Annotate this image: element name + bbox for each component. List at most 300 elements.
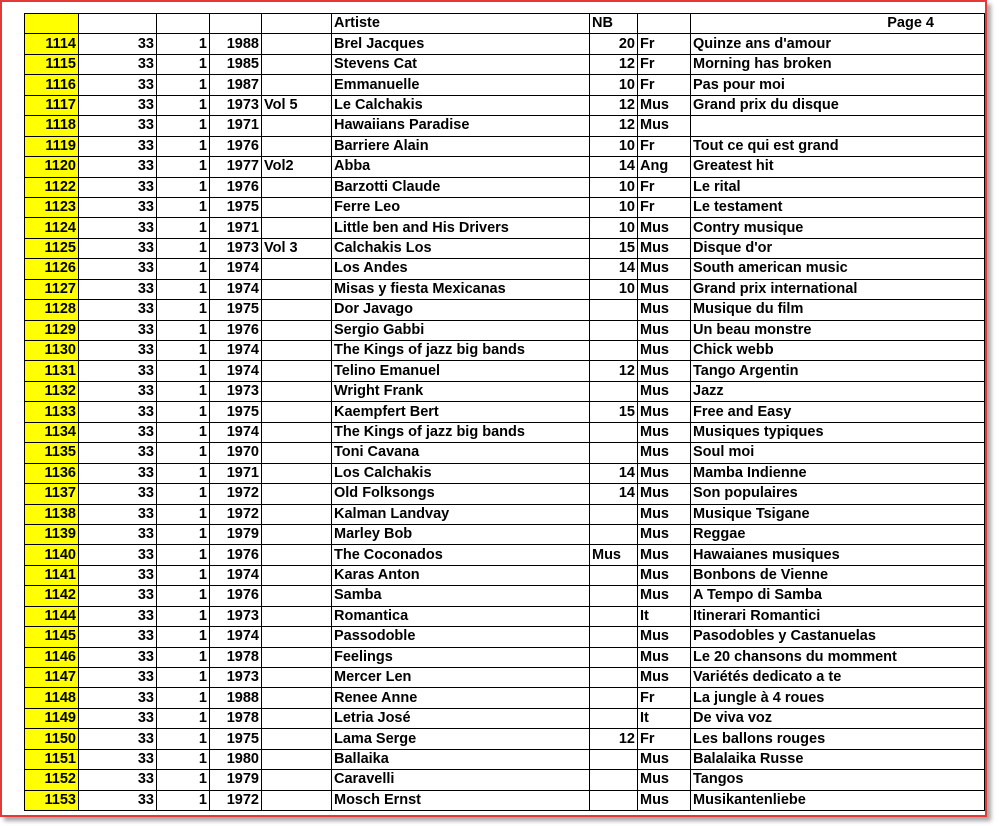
lang-cell[interactable]: Mus bbox=[638, 545, 691, 565]
artist-cell[interactable]: Calchakis Los bbox=[332, 238, 590, 258]
title-cell[interactable]: Variétés dedicato a te bbox=[691, 668, 985, 688]
vol-cell[interactable] bbox=[262, 524, 332, 544]
lang-cell[interactable]: Mus bbox=[638, 279, 691, 299]
year-cell[interactable]: 1975 bbox=[210, 197, 262, 217]
title-cell[interactable]: Pas pour moi bbox=[691, 75, 985, 95]
rpm-cell[interactable]: 33 bbox=[79, 627, 157, 647]
nb-cell[interactable]: 12 bbox=[590, 729, 638, 749]
lang-cell[interactable]: Mus bbox=[638, 320, 691, 340]
rpm-cell[interactable]: 33 bbox=[79, 157, 157, 177]
qty-cell[interactable]: 1 bbox=[157, 279, 210, 299]
nb-cell[interactable] bbox=[590, 688, 638, 708]
year-cell[interactable]: 1974 bbox=[210, 627, 262, 647]
nb-cell[interactable] bbox=[590, 320, 638, 340]
qty-cell[interactable]: 1 bbox=[157, 504, 210, 524]
title-cell[interactable]: Itinerari Romantici bbox=[691, 606, 985, 626]
vol-cell[interactable] bbox=[262, 627, 332, 647]
artist-cell[interactable]: Los Calchakis bbox=[332, 463, 590, 483]
lang-cell[interactable]: It bbox=[638, 708, 691, 728]
year-cell[interactable]: 1975 bbox=[210, 729, 262, 749]
header-qty-cell[interactable] bbox=[157, 14, 210, 34]
id-cell[interactable]: 1127 bbox=[25, 279, 79, 299]
year-cell[interactable]: 1988 bbox=[210, 34, 262, 54]
rpm-cell[interactable]: 33 bbox=[79, 341, 157, 361]
vol-cell[interactable] bbox=[262, 688, 332, 708]
rpm-cell[interactable]: 33 bbox=[79, 790, 157, 810]
id-cell[interactable]: 1125 bbox=[25, 238, 79, 258]
nb-cell[interactable]: 15 bbox=[590, 238, 638, 258]
year-cell[interactable]: 1974 bbox=[210, 259, 262, 279]
title-cell[interactable]: Son populaires bbox=[691, 484, 985, 504]
lang-cell[interactable]: Mus bbox=[638, 422, 691, 442]
qty-cell[interactable]: 1 bbox=[157, 197, 210, 217]
nb-cell[interactable] bbox=[590, 770, 638, 790]
lang-cell[interactable]: Mus bbox=[638, 565, 691, 585]
id-cell[interactable]: 1133 bbox=[25, 402, 79, 422]
artist-cell[interactable]: Ballaika bbox=[332, 749, 590, 769]
vol-cell[interactable] bbox=[262, 504, 332, 524]
artist-cell[interactable]: Abba bbox=[332, 157, 590, 177]
year-cell[interactable]: 1976 bbox=[210, 545, 262, 565]
title-cell[interactable]: Contry musique bbox=[691, 218, 985, 238]
id-cell[interactable]: 1132 bbox=[25, 381, 79, 401]
id-cell[interactable]: 1145 bbox=[25, 627, 79, 647]
lang-cell[interactable]: Mus bbox=[638, 463, 691, 483]
title-cell[interactable]: Disque d'or bbox=[691, 238, 985, 258]
year-cell[interactable]: 1971 bbox=[210, 218, 262, 238]
vol-cell[interactable] bbox=[262, 545, 332, 565]
artist-cell[interactable]: Passodoble bbox=[332, 627, 590, 647]
year-cell[interactable]: 1974 bbox=[210, 361, 262, 381]
title-cell[interactable]: Tango Argentin bbox=[691, 361, 985, 381]
year-cell[interactable]: 1974 bbox=[210, 565, 262, 585]
lang-cell[interactable]: Fr bbox=[638, 75, 691, 95]
rpm-cell[interactable]: 33 bbox=[79, 75, 157, 95]
lang-cell[interactable]: Mus bbox=[638, 586, 691, 606]
title-cell[interactable]: Grand prix international bbox=[691, 279, 985, 299]
qty-cell[interactable]: 1 bbox=[157, 484, 210, 504]
artist-cell[interactable]: Kalman Landvay bbox=[332, 504, 590, 524]
title-cell[interactable]: Pasodobles y Castanuelas bbox=[691, 627, 985, 647]
qty-cell[interactable]: 1 bbox=[157, 688, 210, 708]
header-id-cell[interactable] bbox=[25, 14, 79, 34]
nb-cell[interactable]: 10 bbox=[590, 75, 638, 95]
vol-cell[interactable] bbox=[262, 770, 332, 790]
year-cell[interactable]: 1973 bbox=[210, 606, 262, 626]
nb-cell[interactable]: 10 bbox=[590, 136, 638, 156]
rpm-cell[interactable]: 33 bbox=[79, 279, 157, 299]
qty-cell[interactable]: 1 bbox=[157, 238, 210, 258]
qty-cell[interactable]: 1 bbox=[157, 361, 210, 381]
header-nb-cell[interactable]: NB bbox=[590, 14, 638, 34]
artist-cell[interactable]: Ferre Leo bbox=[332, 197, 590, 217]
year-cell[interactable]: 1975 bbox=[210, 402, 262, 422]
qty-cell[interactable]: 1 bbox=[157, 259, 210, 279]
vol-cell[interactable] bbox=[262, 136, 332, 156]
title-cell[interactable]: Les ballons rouges bbox=[691, 729, 985, 749]
year-cell[interactable]: 1976 bbox=[210, 177, 262, 197]
vol-cell[interactable] bbox=[262, 668, 332, 688]
id-cell[interactable]: 1120 bbox=[25, 157, 79, 177]
nb-cell[interactable] bbox=[590, 749, 638, 769]
rpm-cell[interactable]: 33 bbox=[79, 770, 157, 790]
id-cell[interactable]: 1115 bbox=[25, 54, 79, 74]
nb-cell[interactable] bbox=[590, 381, 638, 401]
vol-cell[interactable] bbox=[262, 484, 332, 504]
year-cell[interactable]: 1978 bbox=[210, 647, 262, 667]
qty-cell[interactable]: 1 bbox=[157, 218, 210, 238]
lang-cell[interactable]: Mus bbox=[638, 361, 691, 381]
header-rpm-cell[interactable] bbox=[79, 14, 157, 34]
artist-cell[interactable]: Misas y fiesta Mexicanas bbox=[332, 279, 590, 299]
qty-cell[interactable]: 1 bbox=[157, 300, 210, 320]
lang-cell[interactable]: Mus bbox=[638, 443, 691, 463]
qty-cell[interactable]: 1 bbox=[157, 54, 210, 74]
lang-cell[interactable]: It bbox=[638, 606, 691, 626]
vol-cell[interactable] bbox=[262, 381, 332, 401]
lang-cell[interactable]: Mus bbox=[638, 300, 691, 320]
rpm-cell[interactable]: 33 bbox=[79, 647, 157, 667]
title-cell[interactable]: Quinze ans d'amour bbox=[691, 34, 985, 54]
vol-cell[interactable] bbox=[262, 463, 332, 483]
title-cell[interactable]: Le 20 chansons du momment bbox=[691, 647, 985, 667]
artist-cell[interactable]: Stevens Cat bbox=[332, 54, 590, 74]
lang-cell[interactable]: Mus bbox=[638, 524, 691, 544]
title-cell[interactable]: Un beau monstre bbox=[691, 320, 985, 340]
qty-cell[interactable]: 1 bbox=[157, 749, 210, 769]
rpm-cell[interactable]: 33 bbox=[79, 259, 157, 279]
year-cell[interactable]: 1987 bbox=[210, 75, 262, 95]
artist-cell[interactable]: The Coconados bbox=[332, 545, 590, 565]
nb-cell[interactable] bbox=[590, 422, 638, 442]
rpm-cell[interactable]: 33 bbox=[79, 586, 157, 606]
artist-cell[interactable]: Wright Frank bbox=[332, 381, 590, 401]
vol-cell[interactable] bbox=[262, 197, 332, 217]
nb-cell[interactable] bbox=[590, 627, 638, 647]
id-cell[interactable]: 1147 bbox=[25, 668, 79, 688]
lang-cell[interactable]: Mus bbox=[638, 484, 691, 504]
lang-cell[interactable]: Mus bbox=[638, 402, 691, 422]
id-cell[interactable]: 1146 bbox=[25, 647, 79, 667]
lang-cell[interactable]: Mus bbox=[638, 668, 691, 688]
year-cell[interactable]: 1974 bbox=[210, 422, 262, 442]
vol-cell[interactable] bbox=[262, 749, 332, 769]
id-cell[interactable]: 1124 bbox=[25, 218, 79, 238]
id-cell[interactable]: 1119 bbox=[25, 136, 79, 156]
artist-cell[interactable]: Letria José bbox=[332, 708, 590, 728]
id-cell[interactable]: 1153 bbox=[25, 790, 79, 810]
qty-cell[interactable]: 1 bbox=[157, 422, 210, 442]
year-cell[interactable]: 1971 bbox=[210, 116, 262, 136]
nb-cell[interactable] bbox=[590, 443, 638, 463]
lang-cell[interactable]: Mus bbox=[638, 116, 691, 136]
qty-cell[interactable]: 1 bbox=[157, 586, 210, 606]
year-cell[interactable]: 1971 bbox=[210, 463, 262, 483]
vol-cell[interactable] bbox=[262, 341, 332, 361]
artist-cell[interactable]: Hawaiians Paradise bbox=[332, 116, 590, 136]
artist-cell[interactable]: Renee Anne bbox=[332, 688, 590, 708]
vol-cell[interactable] bbox=[262, 320, 332, 340]
rpm-cell[interactable]: 33 bbox=[79, 136, 157, 156]
artist-cell[interactable]: Los Andes bbox=[332, 259, 590, 279]
artist-cell[interactable]: Barzotti Claude bbox=[332, 177, 590, 197]
lang-cell[interactable]: Fr bbox=[638, 197, 691, 217]
rpm-cell[interactable]: 33 bbox=[79, 565, 157, 585]
rpm-cell[interactable]: 33 bbox=[79, 34, 157, 54]
nb-cell[interactable] bbox=[590, 606, 638, 626]
title-cell[interactable]: Grand prix du disque bbox=[691, 95, 985, 115]
lang-cell[interactable]: Ang bbox=[638, 157, 691, 177]
rpm-cell[interactable]: 33 bbox=[79, 524, 157, 544]
artist-cell[interactable]: Little ben and His Drivers bbox=[332, 218, 590, 238]
artist-cell[interactable]: Telino Emanuel bbox=[332, 361, 590, 381]
year-cell[interactable]: 1976 bbox=[210, 320, 262, 340]
title-cell[interactable]: De viva voz bbox=[691, 708, 985, 728]
nb-cell[interactable] bbox=[590, 341, 638, 361]
artist-cell[interactable]: Toni Cavana bbox=[332, 443, 590, 463]
title-cell[interactable]: A Tempo di Samba bbox=[691, 586, 985, 606]
year-cell[interactable]: 1972 bbox=[210, 484, 262, 504]
nb-cell[interactable] bbox=[590, 708, 638, 728]
qty-cell[interactable]: 1 bbox=[157, 565, 210, 585]
nb-cell[interactable] bbox=[590, 565, 638, 585]
lang-cell[interactable]: Fr bbox=[638, 729, 691, 749]
artist-cell[interactable]: Le Calchakis bbox=[332, 95, 590, 115]
vol-cell[interactable] bbox=[262, 279, 332, 299]
qty-cell[interactable]: 1 bbox=[157, 708, 210, 728]
title-cell[interactable]: Reggae bbox=[691, 524, 985, 544]
id-cell[interactable]: 1126 bbox=[25, 259, 79, 279]
id-cell[interactable]: 1128 bbox=[25, 300, 79, 320]
title-cell[interactable]: Le rital bbox=[691, 177, 985, 197]
title-cell[interactable]: Le testament bbox=[691, 197, 985, 217]
qty-cell[interactable]: 1 bbox=[157, 341, 210, 361]
artist-cell[interactable]: Mercer Len bbox=[332, 668, 590, 688]
year-cell[interactable]: 1975 bbox=[210, 300, 262, 320]
nb-cell[interactable] bbox=[590, 300, 638, 320]
id-cell[interactable]: 1148 bbox=[25, 688, 79, 708]
title-cell[interactable]: Hawaianes musiques bbox=[691, 545, 985, 565]
rpm-cell[interactable]: 33 bbox=[79, 197, 157, 217]
artist-cell[interactable]: The Kings of jazz big bands bbox=[332, 422, 590, 442]
nb-cell[interactable] bbox=[590, 668, 638, 688]
rpm-cell[interactable]: 33 bbox=[79, 443, 157, 463]
vol-cell[interactable] bbox=[262, 259, 332, 279]
id-cell[interactable]: 1139 bbox=[25, 524, 79, 544]
title-cell[interactable]: Musiques typiques bbox=[691, 422, 985, 442]
qty-cell[interactable]: 1 bbox=[157, 668, 210, 688]
qty-cell[interactable]: 1 bbox=[157, 136, 210, 156]
id-cell[interactable]: 1117 bbox=[25, 95, 79, 115]
id-cell[interactable]: 1138 bbox=[25, 504, 79, 524]
artist-cell[interactable]: The Kings of jazz big bands bbox=[332, 341, 590, 361]
qty-cell[interactable]: 1 bbox=[157, 790, 210, 810]
id-cell[interactable]: 1151 bbox=[25, 749, 79, 769]
qty-cell[interactable]: 1 bbox=[157, 443, 210, 463]
id-cell[interactable]: 1149 bbox=[25, 708, 79, 728]
title-cell[interactable]: Morning has broken bbox=[691, 54, 985, 74]
artist-cell[interactable]: Emmanuelle bbox=[332, 75, 590, 95]
lang-cell[interactable]: Mus bbox=[638, 647, 691, 667]
artist-cell[interactable]: Feelings bbox=[332, 647, 590, 667]
lang-cell[interactable]: Fr bbox=[638, 54, 691, 74]
title-cell[interactable]: Tout ce qui est grand bbox=[691, 136, 985, 156]
vol-cell[interactable] bbox=[262, 75, 332, 95]
rpm-cell[interactable]: 33 bbox=[79, 320, 157, 340]
id-cell[interactable]: 1140 bbox=[25, 545, 79, 565]
artist-cell[interactable]: Sergio Gabbi bbox=[332, 320, 590, 340]
rpm-cell[interactable]: 33 bbox=[79, 484, 157, 504]
title-cell[interactable]: Soul moi bbox=[691, 443, 985, 463]
qty-cell[interactable]: 1 bbox=[157, 402, 210, 422]
rpm-cell[interactable]: 33 bbox=[79, 504, 157, 524]
rpm-cell[interactable]: 33 bbox=[79, 218, 157, 238]
header-lang-cell[interactable] bbox=[638, 14, 691, 34]
nb-cell[interactable] bbox=[590, 647, 638, 667]
title-cell[interactable]: Free and Easy bbox=[691, 402, 985, 422]
lang-cell[interactable]: Mus bbox=[638, 259, 691, 279]
year-cell[interactable]: 1988 bbox=[210, 688, 262, 708]
nb-cell[interactable]: 12 bbox=[590, 116, 638, 136]
header-page-cell[interactable]: Page 4 bbox=[691, 14, 985, 34]
rpm-cell[interactable]: 33 bbox=[79, 606, 157, 626]
lang-cell[interactable]: Fr bbox=[638, 136, 691, 156]
vol-cell[interactable] bbox=[262, 177, 332, 197]
lang-cell[interactable]: Fr bbox=[638, 177, 691, 197]
year-cell[interactable]: 1973 bbox=[210, 381, 262, 401]
id-cell[interactable]: 1137 bbox=[25, 484, 79, 504]
id-cell[interactable]: 1131 bbox=[25, 361, 79, 381]
nb-cell[interactable] bbox=[590, 504, 638, 524]
year-cell[interactable]: 1976 bbox=[210, 586, 262, 606]
rpm-cell[interactable]: 33 bbox=[79, 116, 157, 136]
artist-cell[interactable]: Caravelli bbox=[332, 770, 590, 790]
vol-cell[interactable] bbox=[262, 790, 332, 810]
title-cell[interactable]: Musique du film bbox=[691, 300, 985, 320]
vol-cell[interactable] bbox=[262, 729, 332, 749]
vol-cell[interactable] bbox=[262, 565, 332, 585]
lang-cell[interactable]: Mus bbox=[638, 381, 691, 401]
vol-cell[interactable] bbox=[262, 708, 332, 728]
year-cell[interactable]: 1970 bbox=[210, 443, 262, 463]
rpm-cell[interactable]: 33 bbox=[79, 668, 157, 688]
year-cell[interactable]: 1972 bbox=[210, 790, 262, 810]
year-cell[interactable]: 1979 bbox=[210, 524, 262, 544]
rpm-cell[interactable]: 33 bbox=[79, 749, 157, 769]
rpm-cell[interactable]: 33 bbox=[79, 688, 157, 708]
id-cell[interactable]: 1130 bbox=[25, 341, 79, 361]
nb-cell[interactable]: 14 bbox=[590, 484, 638, 504]
rpm-cell[interactable]: 33 bbox=[79, 361, 157, 381]
vol-cell[interactable] bbox=[262, 361, 332, 381]
header-artist-cell[interactable]: Artiste bbox=[332, 14, 590, 34]
qty-cell[interactable]: 1 bbox=[157, 770, 210, 790]
nb-cell[interactable]: 12 bbox=[590, 361, 638, 381]
lang-cell[interactable]: Mus bbox=[638, 238, 691, 258]
qty-cell[interactable]: 1 bbox=[157, 463, 210, 483]
lang-cell[interactable]: Mus bbox=[638, 749, 691, 769]
nb-cell[interactable]: 20 bbox=[590, 34, 638, 54]
qty-cell[interactable]: 1 bbox=[157, 116, 210, 136]
nb-cell[interactable]: 12 bbox=[590, 95, 638, 115]
rpm-cell[interactable]: 33 bbox=[79, 463, 157, 483]
vol-cell[interactable]: Vol 3 bbox=[262, 238, 332, 258]
year-cell[interactable]: 1972 bbox=[210, 504, 262, 524]
title-cell[interactable]: Musique Tsigane bbox=[691, 504, 985, 524]
title-cell[interactable]: Tangos bbox=[691, 770, 985, 790]
id-cell[interactable]: 1135 bbox=[25, 443, 79, 463]
artist-cell[interactable]: Lama Serge bbox=[332, 729, 590, 749]
id-cell[interactable]: 1141 bbox=[25, 565, 79, 585]
artist-cell[interactable]: Kaempfert Bert bbox=[332, 402, 590, 422]
vol-cell[interactable] bbox=[262, 54, 332, 74]
nb-cell[interactable]: 10 bbox=[590, 197, 638, 217]
qty-cell[interactable]: 1 bbox=[157, 524, 210, 544]
lang-cell[interactable]: Mus bbox=[638, 770, 691, 790]
vol-cell[interactable] bbox=[262, 606, 332, 626]
qty-cell[interactable]: 1 bbox=[157, 627, 210, 647]
title-cell[interactable]: Mamba Indienne bbox=[691, 463, 985, 483]
title-cell[interactable]: Jazz bbox=[691, 381, 985, 401]
rpm-cell[interactable]: 33 bbox=[79, 402, 157, 422]
year-cell[interactable]: 1979 bbox=[210, 770, 262, 790]
qty-cell[interactable]: 1 bbox=[157, 647, 210, 667]
id-cell[interactable]: 1142 bbox=[25, 586, 79, 606]
vol-cell[interactable] bbox=[262, 300, 332, 320]
artist-cell[interactable]: Karas Anton bbox=[332, 565, 590, 585]
nb-cell[interactable]: Mus bbox=[590, 545, 638, 565]
id-cell[interactable]: 1118 bbox=[25, 116, 79, 136]
artist-cell[interactable]: Old Folksongs bbox=[332, 484, 590, 504]
year-cell[interactable]: 1973 bbox=[210, 95, 262, 115]
id-cell[interactable]: 1123 bbox=[25, 197, 79, 217]
vol-cell[interactable] bbox=[262, 422, 332, 442]
id-cell[interactable]: 1114 bbox=[25, 34, 79, 54]
id-cell[interactable]: 1116 bbox=[25, 75, 79, 95]
vol-cell[interactable] bbox=[262, 218, 332, 238]
nb-cell[interactable]: 15 bbox=[590, 402, 638, 422]
title-cell[interactable]: Musikantenliebe bbox=[691, 790, 985, 810]
qty-cell[interactable]: 1 bbox=[157, 381, 210, 401]
title-cell[interactable]: Chick webb bbox=[691, 341, 985, 361]
rpm-cell[interactable]: 33 bbox=[79, 177, 157, 197]
rpm-cell[interactable]: 33 bbox=[79, 54, 157, 74]
id-cell[interactable]: 1134 bbox=[25, 422, 79, 442]
rpm-cell[interactable]: 33 bbox=[79, 300, 157, 320]
rpm-cell[interactable]: 33 bbox=[79, 545, 157, 565]
vol-cell[interactable]: Vol 5 bbox=[262, 95, 332, 115]
rpm-cell[interactable]: 33 bbox=[79, 422, 157, 442]
rpm-cell[interactable]: 33 bbox=[79, 381, 157, 401]
title-cell[interactable]: Bonbons de Vienne bbox=[691, 565, 985, 585]
title-cell[interactable] bbox=[691, 116, 985, 136]
title-cell[interactable]: La jungle à 4 roues bbox=[691, 688, 985, 708]
nb-cell[interactable] bbox=[590, 586, 638, 606]
header-vol-cell[interactable] bbox=[262, 14, 332, 34]
nb-cell[interactable]: 10 bbox=[590, 218, 638, 238]
year-cell[interactable]: 1973 bbox=[210, 668, 262, 688]
artist-cell[interactable]: Dor Javago bbox=[332, 300, 590, 320]
year-cell[interactable]: 1976 bbox=[210, 136, 262, 156]
qty-cell[interactable]: 1 bbox=[157, 157, 210, 177]
vol-cell[interactable] bbox=[262, 402, 332, 422]
rpm-cell[interactable]: 33 bbox=[79, 95, 157, 115]
nb-cell[interactable]: 14 bbox=[590, 157, 638, 177]
id-cell[interactable]: 1136 bbox=[25, 463, 79, 483]
year-cell[interactable]: 1980 bbox=[210, 749, 262, 769]
qty-cell[interactable]: 1 bbox=[157, 729, 210, 749]
vol-cell[interactable] bbox=[262, 443, 332, 463]
